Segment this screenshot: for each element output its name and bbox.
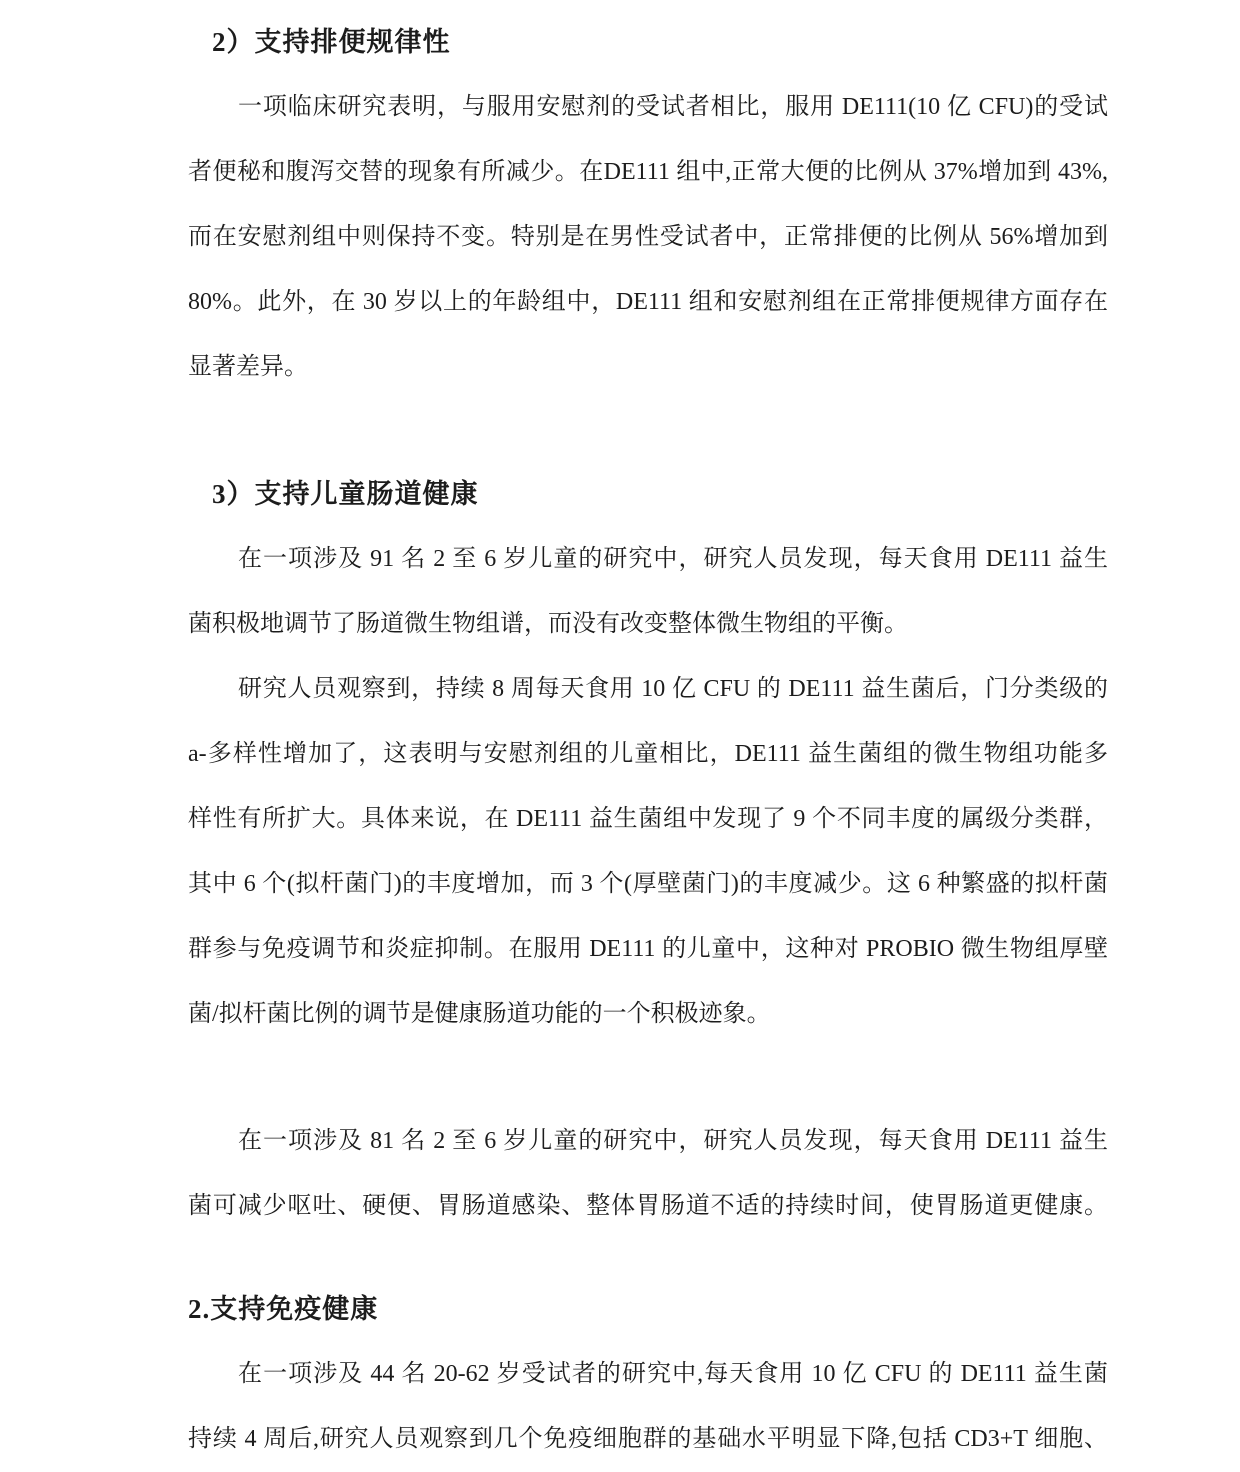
text-line: 显著差异。: [188, 354, 308, 380]
section-heading: 3）支持儿童肠道健康: [212, 479, 479, 509]
paragraph: [188, 657, 1108, 1047]
text-line: 者便秘和腹泻交替的现象有所减少。在DE111 组中,正常大便的比例从 37%增加到 43%,: [188, 159, 1108, 185]
text-line: 菌/拟杆菌比例的调节是健康肠道功能的一个积极迹象。: [188, 1001, 771, 1027]
text-line: 群参与免疫调节和炎症抑制。在服用 DE111 的儿童中，这种对 PROBIO 微生物组厚壁: [188, 936, 1108, 962]
text-line: 其中 6 个(拟杆菌门)的丰度增加，而 3 个(厚壁菌门)的丰度减少。这 6 种繁盛的拟杆菌: [188, 871, 1108, 897]
text-line: 样性有所扩大。具体来说，在 DE111 益生菌组中发现了 9 个不同丰度的属级分类群，: [188, 806, 1108, 832]
paragraph: [188, 1342, 1108, 1472]
section-heading: 2.支持免疫健康: [188, 1294, 379, 1324]
text-line: 持续 4 周后,研究人员观察到几个免疫细胞群的基础水平明显下降,包括 CD3+T 细胞、: [188, 1426, 1108, 1452]
text-line: 在一项涉及 44 名 20-62 岁受试者的研究中,每天食用 10 亿 CFU 的 DE111 益生菌: [238, 1361, 1108, 1387]
text-line: 80%。此外，在 30 岁以上的年龄组中，DE111 组和安慰剂组在正常排便规律方面存在: [188, 289, 1108, 315]
paragraph: [188, 527, 1108, 657]
text-line: 而在安慰剂组中则保持不变。特别是在男性受试者中，正常排便的比例从 56%增加到: [188, 224, 1108, 250]
text-line: 在一项涉及 81 名 2 至 6 岁儿童的研究中，研究人员发现，每天食用 DE111 益生: [238, 1128, 1108, 1154]
text-line: 菌积极地调节了肠道微生物组谱，而没有改变整体微生物组的平衡。: [188, 611, 908, 637]
text-line: 一项临床研究表明，与服用安慰剂的受试者相比，服用 DE111(10 亿 CFU)的受试: [238, 94, 1108, 120]
paragraph: [188, 1109, 1108, 1239]
text-line: 在一项涉及 91 名 2 至 6 岁儿童的研究中，研究人员发现，每天食用 DE111 益生: [238, 546, 1108, 572]
text-line: 菌可减少呕吐、硬便、胃肠道感染、整体胃肠道不适的持续时间，使胃肠道更健康。: [188, 1193, 1108, 1219]
text-line: a-多样性增加了，这表明与安慰剂组的儿童相比，DE111 益生菌组的微生物组功能多: [188, 741, 1108, 767]
section-heading: 2）支持排便规律性: [212, 27, 451, 57]
paragraph: [188, 75, 1108, 400]
text-line: 研究人员观察到，持续 8 周每天食用 10 亿 CFU 的 DE111 益生菌后，门分类级的: [238, 676, 1108, 702]
